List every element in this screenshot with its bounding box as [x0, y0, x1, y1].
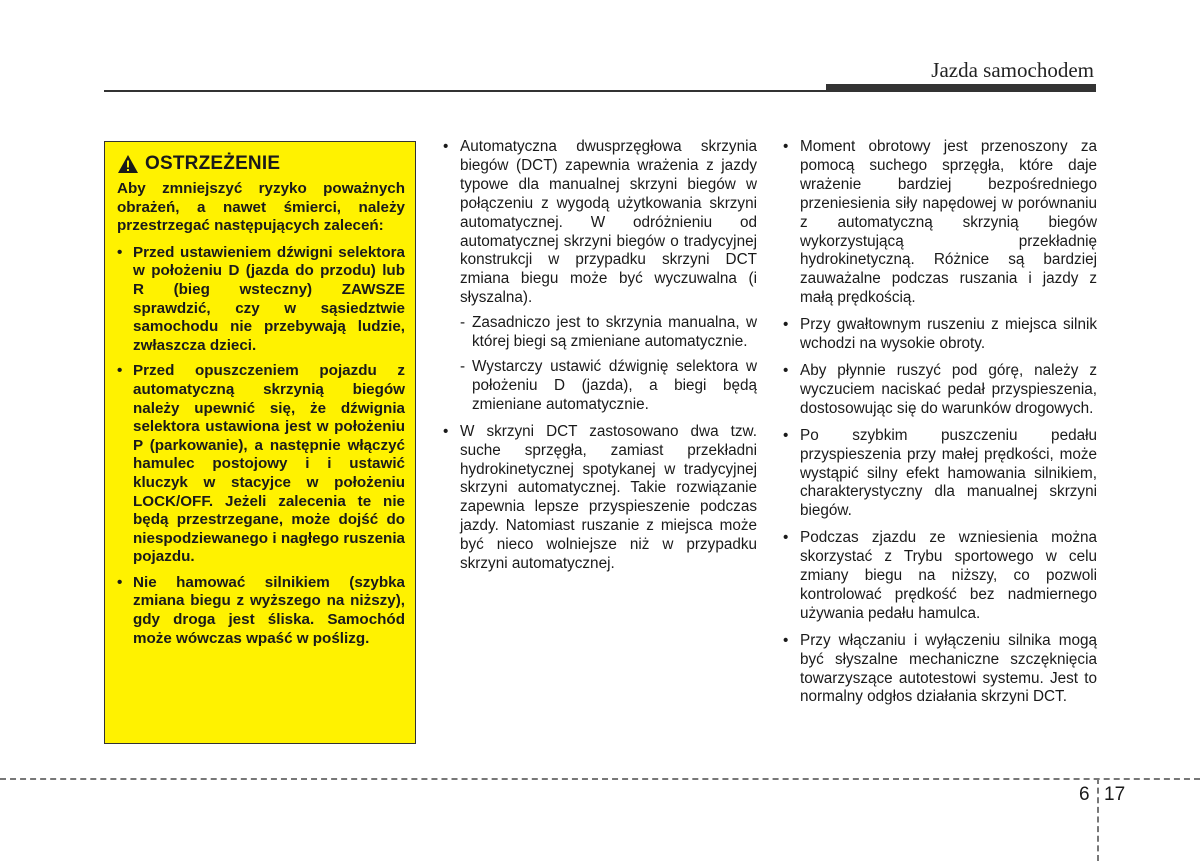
- list-item-text: • Automatyczna dwusprzęgłowa skrzynia biegów (DCT) zapewnia wrażenia z jazdy typowe dla manualnej skrzyni biegów w połączeniu z wygodą użytkowania skrzyni automatycznej. W odróżnieniu od automatycznej skrzyni biegów o tradycyjnej konstrukcji w przypadku skrzyni DCT zmiana biegu może być wyczuwalna (i słyszalna).: [460, 138, 757, 307]
- warning-title: OSTRZEŻENIE: [145, 152, 281, 174]
- warning-item: • Nie hamować silnikiem (szybka zmiana biegu z wyższego na niższy), gdy droga jest śliska. Samochód może wówczas wpaść w poślizg.: [117, 574, 405, 648]
- list-item: • Aby płynnie ruszyć pod górę, należy z wyczuciem naciskać pedał przyspieszenia, dostosowując się do warunków drogowych.: [783, 362, 1097, 419]
- warning-triangle-icon: [117, 154, 139, 174]
- warning-item: • Przed opuszczeniem pojazdu z automatyczną skrzynią biegów należy upewnić się, że dźwignia selektora ustawiona jest w położeniu P (parkowanie), a następnie włączyć hamulec postojowy i i ustawić kluczyk w stacyjce w położeniu LOCK/OFF. Jeżeli zalecenia te nie będą przestrzegane, może dojść do niespodziewanego i nagłego ruszenia pojazdu.: [117, 362, 405, 567]
- list-item: • W skrzyni DCT zastosowano dwa tzw. suche sprzęgła, zamiast przekładni hydrokinetycznej spotykanej w tradycyjnej skrzyni automatycznej. Takie rozwiązanie zapewnia lepsze przyspieszenie podczas jazdy. Natomiast ruszanie z miejsca może być nieco wolniejsze niż w przypadku skrzyni automatycznej.: [443, 423, 757, 574]
- page-number: 17: [1104, 784, 1126, 805]
- list-item: • Przy gwałtownym ruszeniu z miejsca silnik wchodzi na wysokie obroty.: [783, 316, 1097, 354]
- sub-list-item: - Wystarczy ustawić dźwignię selektora w położeniu D (jazda), a biegi będą zmieniane automatycznie.: [460, 358, 757, 415]
- list-item: • Przy włączaniu i wyłączeniu silnika mogą być słyszalne mechaniczne szczęknięcia towarzyszące autotestowi systemu. Jest to normalny odgłos działania skrzyni DCT.: [783, 632, 1097, 708]
- sub-list-item: - Zasadniczo jest to skrzynia manualna, w której biegi są zmieniane automatycznie.: [460, 314, 757, 352]
- warning-list: [117, 244, 405, 648]
- list-item: • Moment obrotowy jest przenoszony za pomocą suchego sprzęgła, które daje wrażenie bardziej bezpośredniego przeniesienia siły napędowej w porównaniu z automatyczną skrzynią biegów wykorzystującą przekładnię hydrokinetyczną. Różnice są bardziej zauważalne podczas ruszania i jazdy z małą prędkością.: [783, 138, 1097, 308]
- right-list: [783, 138, 1097, 707]
- page-header-title: Jazda samochodem: [931, 58, 1094, 82]
- header-rule: [104, 90, 1096, 92]
- middle-column: [443, 138, 757, 582]
- warning-heading: [117, 154, 405, 174]
- sub-list: [460, 314, 757, 415]
- list-item: • Po szybkim puszczeniu pedału przyspieszenia przy małej prędkości, może wystąpić silny efekt hamowania silnikiem, charakterystyczny dla manualnej skrzyni biegów.: [783, 427, 1097, 522]
- list-item: [443, 138, 757, 415]
- list-item: • Podczas zjazdu ze wzniesienia można skorzystać z Trybu sportowego w celu zmiany biegu na niższy, co pozwoli kontrolować prędkość bez nadmiernego używania pedału hamulca.: [783, 529, 1097, 624]
- right-column: [783, 138, 1097, 715]
- middle-list: [443, 138, 757, 574]
- warning-box: [104, 141, 416, 744]
- footer-dashed-rule: [0, 778, 1200, 780]
- warning-intro: Aby zmniejszyć ryzyko poważnych obrażeń, a nawet śmierci, należy przestrzegać następujących zaleceń:: [117, 180, 405, 235]
- chapter-number: 6: [1079, 784, 1090, 805]
- warning-item: • Przed ustawieniem dźwigni selektora w położeniu D (jazda do przodu) lub R (bieg wsteczny) ZAWSZE sprawdzić, czy w sąsiedztwie samochodu nie przebywają ludzie, zwłaszcza dzieci.: [117, 244, 405, 356]
- footer-dashed-divider: [1097, 778, 1099, 861]
